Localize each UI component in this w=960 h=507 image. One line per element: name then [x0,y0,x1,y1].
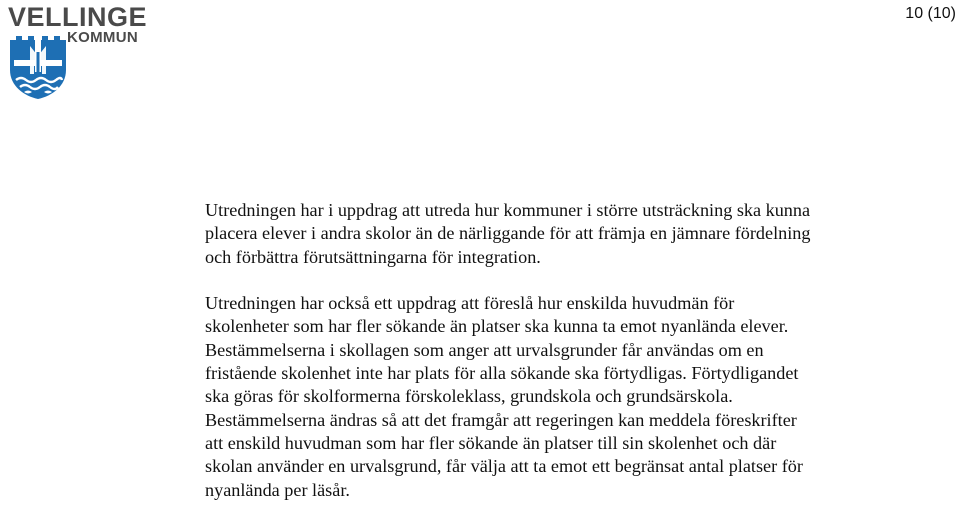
logo-wordmark-main: VELLINGE [8,2,148,32]
text-line: Bestämmelserna ändras så att det framgår att regeringen kan meddela föreskrifter [205,409,797,430]
paragraph-1 [205,199,905,269]
text-line: skolan använder en urvalsgrund, får välja att ta emot ett begränsat antal platser för [205,456,803,477]
text-line: fristående skolenhet inte har plats för alla sökande ska förtydligas. Förtydligandet [205,363,799,384]
vellinge-kommun-logo [6,2,166,100]
document-body [205,199,905,502]
text-line: att enskild huvudman som har fler sökande än platser till sin skolenhet och där [205,432,777,453]
text-line: nyanlända per läsår. [205,479,350,500]
text-line: skolenheter som har fler sökande än platser ska kunna ta emot nyanlända elever. [205,316,789,337]
paragraph-2 [205,292,905,502]
text-line: Utredningen har också ett uppdrag att föreslå hur enskilda huvudmän för [205,293,735,314]
text-line: Bestämmelserna i skollagen som anger att urvalsgrunder får användas om en [205,339,764,360]
text-line: och förbättra förutsättningarna för integration. [205,246,541,267]
text-line: placera elever i andra skolor än de närliggande för att främja en jämnare fördelning [205,223,811,244]
page-header [0,0,960,110]
text-line: Utredningen har i uppdrag att utreda hur kommuner i större utsträckning ska kunna [205,200,811,220]
text-line: ska göras för skolformerna förskoleklass, grundskola och grundsärskola. [205,386,733,407]
coat-of-arms-icon [8,30,68,100]
page-number: 10 (10) [905,5,956,22]
logo-wordmark-sub: KOMMUN [67,29,138,46]
